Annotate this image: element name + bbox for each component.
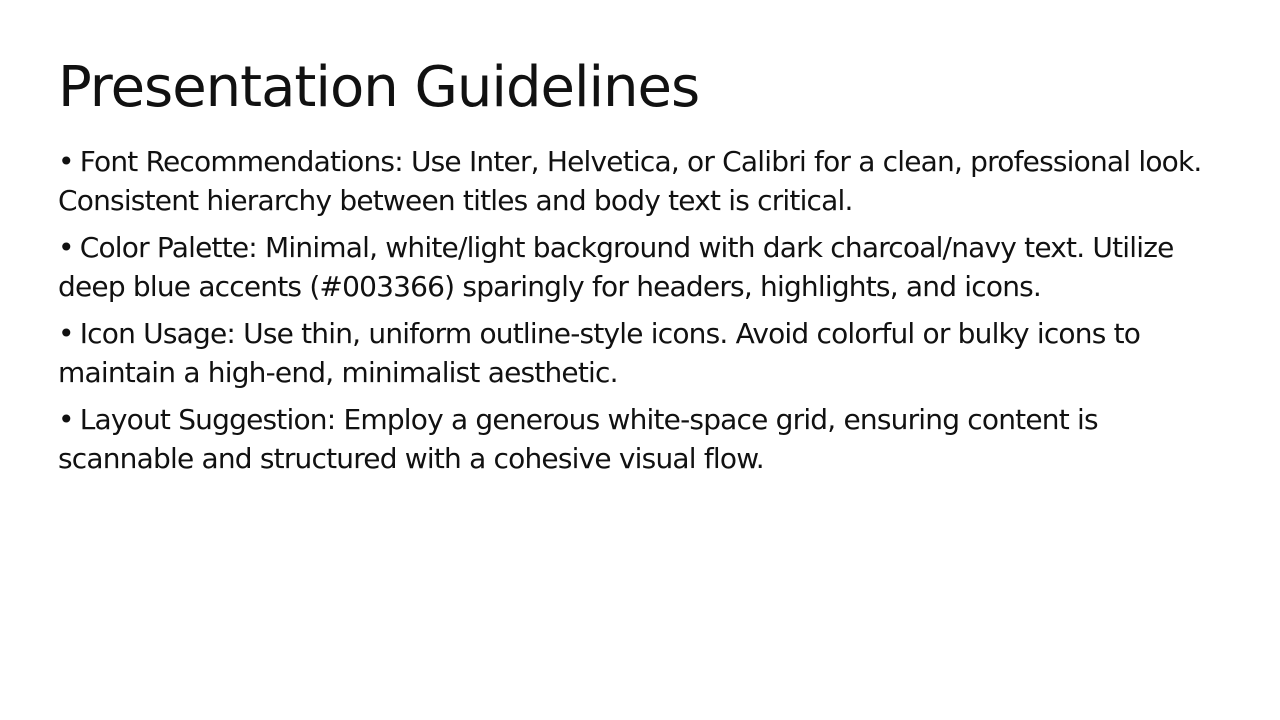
bullet-text: Font Recommendations: Use Inter, Helvetica, or Calibri for a clean, professional look. Consistent hierarchy between titles and body text is critical. <box>58 145 1202 217</box>
bullet-dot: • <box>58 317 74 350</box>
bullet-dot: • <box>58 231 74 264</box>
bullet-dot: • <box>58 145 74 178</box>
bullet-list <box>58 142 1223 478</box>
slide-title: Presentation Guidelines <box>58 55 700 120</box>
bullet-icon-usage <box>58 314 1223 392</box>
bullet-text: Color Palette: Minimal, white/light background with dark charcoal/navy text. Utilize deep blue accents (#003366) sparingly for headers, highlights, and icons. <box>58 231 1174 303</box>
bullet-dot: • <box>58 403 74 436</box>
bullet-text: Layout Suggestion: Employ a generous white-space grid, ensuring content is scannable and structured with a cohesive visual flow. <box>58 403 1098 475</box>
bullet-font-recommendations <box>58 142 1223 220</box>
bullet-layout-suggestion <box>58 400 1223 478</box>
bullet-text: Icon Usage: Use thin, uniform outline-style icons. Avoid colorful or bulky icons to maintain a high-end, minimalist aesthetic. <box>58 317 1141 389</box>
bullet-color-palette <box>58 228 1223 306</box>
